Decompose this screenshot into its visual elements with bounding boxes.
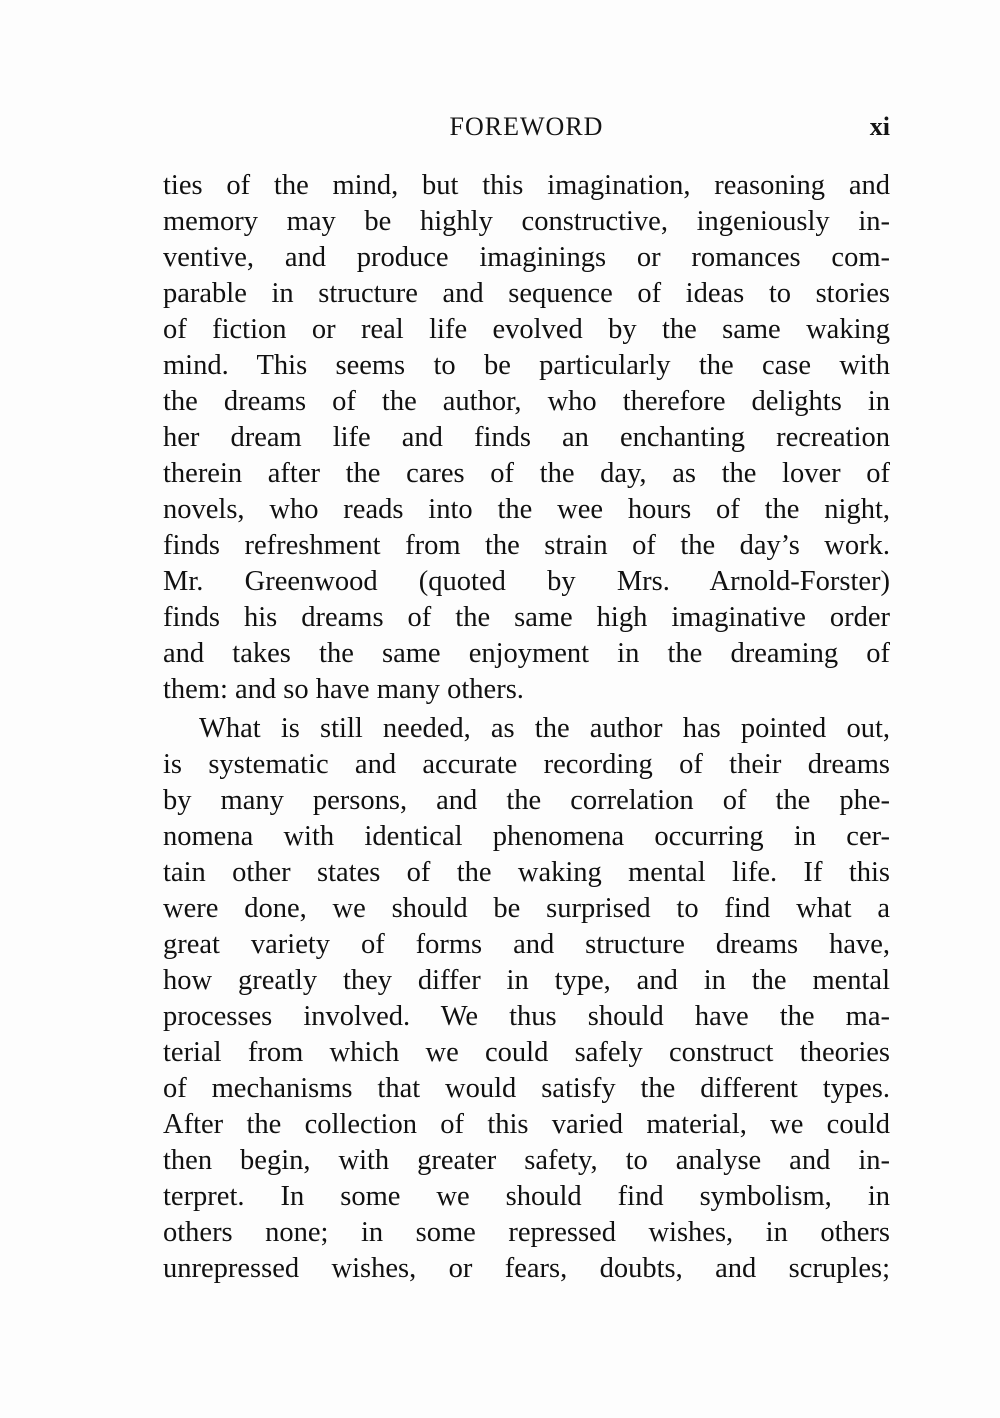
page-number: xi	[869, 112, 890, 141]
text-line: mind. This seems to be particularly the case with	[163, 350, 890, 381]
text-line: therein after the cares of the day, as the lover of	[163, 458, 890, 489]
running-title: FOREWORD	[449, 112, 604, 141]
text-line: of mechanisms that would satisfy the different types.	[163, 1073, 890, 1104]
text-line: ventive, and produce imaginings or romances com-	[163, 242, 890, 273]
running-header	[163, 112, 890, 148]
body-text	[163, 168, 890, 1287]
text-line: by many persons, and the correlation of the phe-	[163, 785, 890, 816]
text-line: great variety of forms and structure dreams have,	[163, 929, 890, 960]
text-line: finds refreshment from the strain of the day’s work.	[163, 530, 890, 561]
paragraph	[163, 168, 890, 708]
text-line: then begin, with greater safety, to analyse and in-	[163, 1145, 890, 1176]
text-line: terpret. In some we should find symbolism, in	[163, 1181, 890, 1212]
text-line: memory may be highly constructive, ingeniously in-	[163, 206, 890, 237]
text-line: After the collection of this varied material, we could	[163, 1109, 890, 1140]
paragraph	[163, 711, 890, 1287]
text-line: and takes the same enjoyment in the dreaming of	[163, 638, 890, 669]
text-line: were done, we should be surprised to find what a	[163, 893, 890, 924]
text-line: novels, who reads into the wee hours of the night,	[163, 494, 890, 525]
text-line: is systematic and accurate recording of their dreams	[163, 749, 890, 780]
text-line: how greatly they differ in type, and in the mental	[163, 965, 890, 996]
text-line: others none; in some repressed wishes, in others	[163, 1217, 890, 1248]
text-line: finds his dreams of the same high imaginative order	[163, 602, 890, 633]
text-line: parable in structure and sequence of ideas to stories	[163, 278, 890, 309]
text-line: Mr. Greenwood (quoted by Mrs. Arnold-Forster)	[163, 566, 890, 597]
text-line: of fiction or real life evolved by the same waking	[163, 314, 890, 345]
text-line: them: and so have many others.	[163, 674, 524, 705]
text-line: tain other states of the waking mental life. If this	[163, 857, 890, 888]
text-line: terial from which we could safely construct theories	[163, 1037, 890, 1068]
text-line: What is still needed, as the author has pointed out,	[199, 713, 890, 744]
text-line: nomena with identical phenomena occurring in cer-	[163, 821, 890, 852]
text-line: unrepressed wishes, or fears, doubts, and scruples;	[163, 1253, 890, 1284]
text-line: processes involved. We thus should have the ma-	[163, 1001, 890, 1032]
text-line: the dreams of the author, who therefore delights in	[163, 386, 890, 417]
text-line: her dream life and finds an enchanting recreation	[163, 422, 890, 453]
text-line: ties of the mind, but this imagination, reasoning and	[163, 170, 890, 201]
